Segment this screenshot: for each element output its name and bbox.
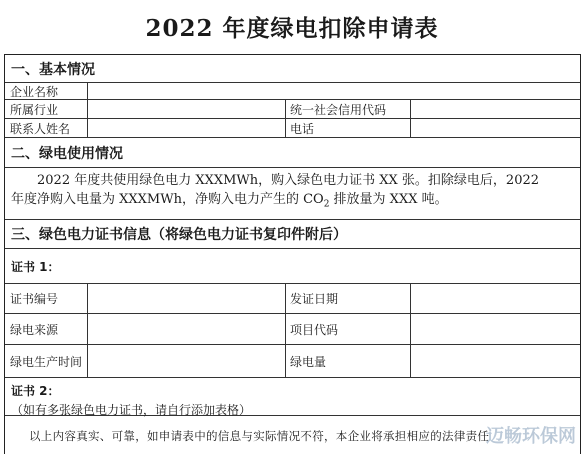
source-row bbox=[5, 314, 580, 345]
section-basic-heading: 一、基本情况 bbox=[5, 55, 580, 83]
phone-label: 电话 bbox=[290, 121, 315, 136]
usage-line-2-post: 排放量为 XXX 吨。 bbox=[329, 192, 448, 207]
gen-time-field[interactable] bbox=[87, 345, 285, 377]
co2-subscript: 2 bbox=[323, 199, 330, 210]
declaration-text: 以上内容真实、可靠，如申请表中的信息与实际情况不符，本企业将承担相应的法律责任 bbox=[29, 429, 490, 443]
cert2-label: 证书 2： bbox=[11, 384, 60, 398]
amount-field[interactable] bbox=[410, 345, 580, 377]
cert2-row bbox=[5, 378, 580, 416]
industry-field[interactable] bbox=[87, 100, 285, 118]
gen-time-row bbox=[5, 345, 580, 378]
issue-date-label: 发证日期 bbox=[290, 292, 339, 306]
source-field[interactable] bbox=[87, 314, 285, 344]
issue-date-field[interactable] bbox=[410, 284, 580, 313]
company-name-label: 企业名称 bbox=[10, 84, 59, 99]
contact-field[interactable] bbox=[87, 119, 285, 137]
credit-code-label: 统一社会信用代码 bbox=[290, 102, 387, 117]
usage-line-2 bbox=[11, 190, 574, 215]
application-form bbox=[4, 54, 581, 454]
gen-time-label: 绿电生产时间 bbox=[10, 354, 83, 369]
usage-text bbox=[5, 168, 580, 215]
amount-label: 绿电量 bbox=[290, 354, 327, 369]
source-label: 绿电来源 bbox=[10, 322, 59, 337]
watermark-logo: 迈畅环保网 bbox=[486, 426, 576, 447]
project-code-field[interactable] bbox=[410, 314, 580, 344]
cert1-label-row bbox=[5, 249, 580, 284]
company-name-field[interactable] bbox=[87, 83, 580, 99]
usage-paragraph bbox=[5, 168, 580, 220]
page-title: 2022 年度绿电扣除申请表 bbox=[145, 15, 439, 42]
usage-line-1: 2022 年度共使用绿色电力 XXXMWh，购入绿色电力证书 XX 张。扣除绿电后，2022 bbox=[37, 173, 540, 188]
project-code-label: 项目代码 bbox=[290, 322, 339, 337]
cert1-label: 证书 1： bbox=[11, 259, 60, 274]
company-name-row bbox=[5, 83, 580, 100]
cert-no-row bbox=[5, 284, 580, 314]
cert-no-label: 证书编号 bbox=[10, 292, 59, 306]
cert-no-field[interactable] bbox=[87, 284, 285, 313]
industry-row bbox=[5, 100, 580, 119]
credit-code-field[interactable] bbox=[410, 100, 580, 118]
contact-row bbox=[5, 119, 580, 138]
contact-label: 联系人姓名 bbox=[10, 121, 71, 136]
industry-label: 所属行业 bbox=[10, 102, 59, 117]
phone-field[interactable] bbox=[410, 119, 580, 137]
section-certificate-heading: 三、绿色电力证书信息（将绿色电力证书复印件附后） bbox=[5, 220, 580, 249]
section-usage-heading: 二、绿电使用情况 bbox=[5, 138, 580, 168]
cert2-note: （如有多张绿色电力证书，请自行添加表格） bbox=[11, 403, 252, 417]
usage-line-2-pre: 年度净购入电量为 XXXMWh，净购入电力产生的 CO bbox=[11, 192, 324, 207]
